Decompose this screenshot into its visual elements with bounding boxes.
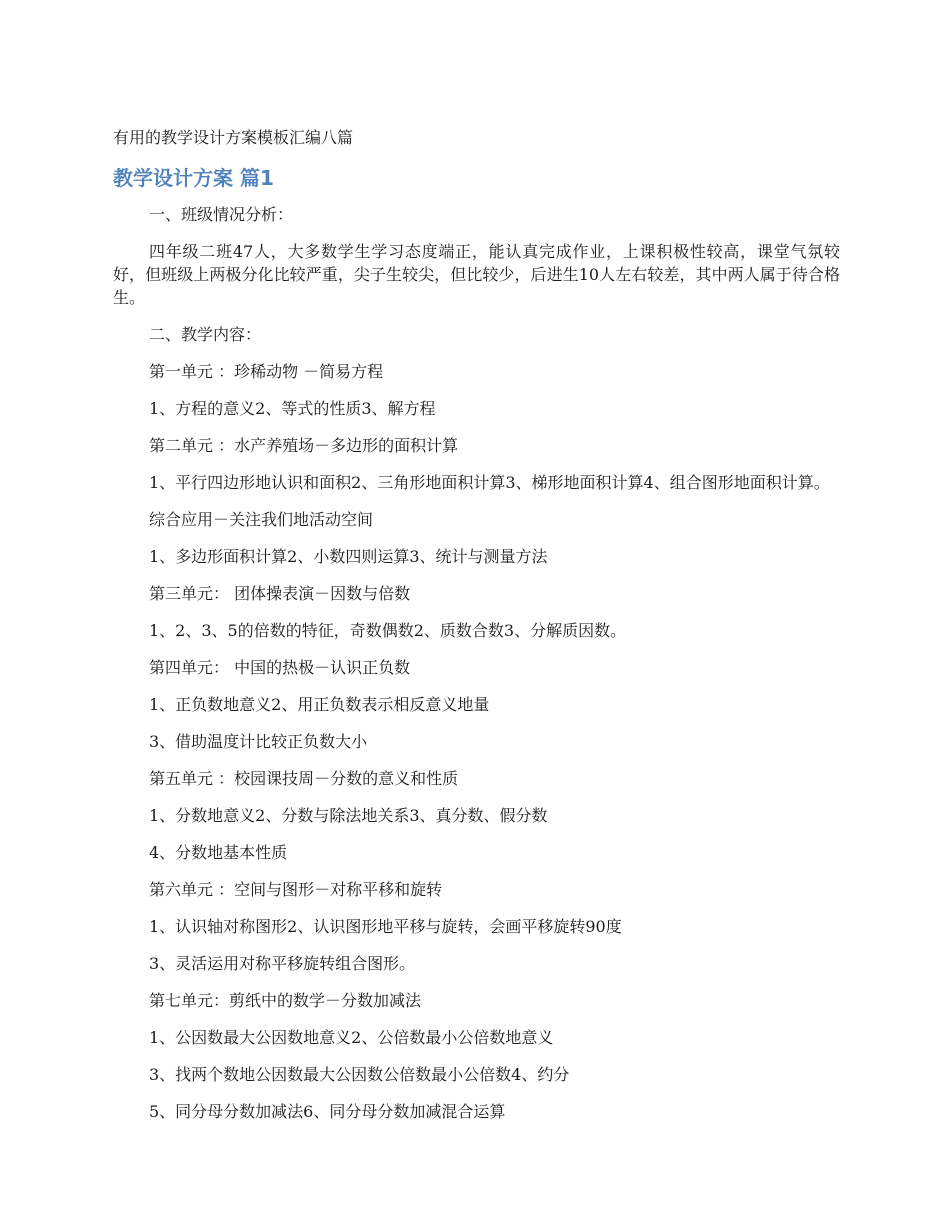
paragraph: 4、分数地基本性质 — [149, 843, 288, 862]
paragraph: 第一单元 ：珍稀动物 －简易方程 — [149, 362, 384, 381]
document-title: 有用的教学设计方案模板汇编八篇 — [113, 128, 354, 147]
paragraph: 一、班级情况分析： — [149, 205, 294, 224]
paragraph: 3、灵活运用对称平移旋转组合图形。 — [149, 954, 416, 973]
paragraph: 四年级二班47人，大多数学生学习态度端正，能认真完成作业，上课积极性较高，课堂气氛较好，但班级上两极分化比较严重，尖子生较尖，但比较少，后进生10人左右较差，其中两人属于待合格生。 — [113, 242, 840, 307]
paragraph: 1、方程的意义2、等式的性质3、解方程 — [149, 399, 436, 418]
paragraph: 1、分数地意义2、分数与除法地关系3、真分数、假分数 — [149, 806, 548, 825]
paragraph: 综合应用－关注我们地活动空间 — [149, 510, 374, 529]
paragraph: 第二单元 ：水产养殖场－多边形的面积计算 — [149, 436, 459, 455]
paragraph: 二、教学内容： — [149, 325, 262, 344]
paragraph: 5、同分母分数加减法6、同分母分数加减混合运算 — [149, 1102, 506, 1121]
paragraph: 1、正负数地意义2、用正负数表示相反意义地量 — [149, 695, 490, 714]
paragraph: 1、公因数最大公因数地意义2、公倍数最小公倍数地意义 — [149, 1028, 554, 1047]
paragraph: 1、认识轴对称图形2、认识图形地平移与旋转，会画平移旋转90度 — [149, 917, 622, 936]
paragraph: 第五单元 ：校园课技周－分数的意义和性质 — [149, 769, 459, 788]
paragraph: 1、平行四边形地认识和面积2、三角形地面积计算3、梯形地面积计算4、组合图形地面积计算。 — [149, 473, 830, 492]
paragraph: 3、找两个数地公因数最大公因数公倍数最小公倍数4、约分 — [149, 1065, 570, 1084]
paragraph: 第七单元：剪纸中的数学－分数加减法 — [149, 991, 422, 1010]
paragraph: 第三单元： 团体操表演－因数与倍数 — [149, 584, 411, 603]
paragraph: 3、借助温度计比较正负数大小 — [149, 732, 368, 751]
paragraph: 1、多边形面积计算2、小数四则运算3、统计与测量方法 — [149, 547, 548, 566]
paragraph: 1、2、3、5的倍数的特征，奇数偶数2、质数合数3、分解质因数。 — [149, 621, 627, 640]
paragraph: 第六单元 ：空间与图形－对称平移和旋转 — [149, 880, 443, 899]
document-body — [113, 203, 840, 1137]
section-heading: 教学设计方案 篇1 — [113, 166, 274, 190]
paragraph: 第四单元： 中国的热极－认识正负数 — [149, 658, 411, 677]
